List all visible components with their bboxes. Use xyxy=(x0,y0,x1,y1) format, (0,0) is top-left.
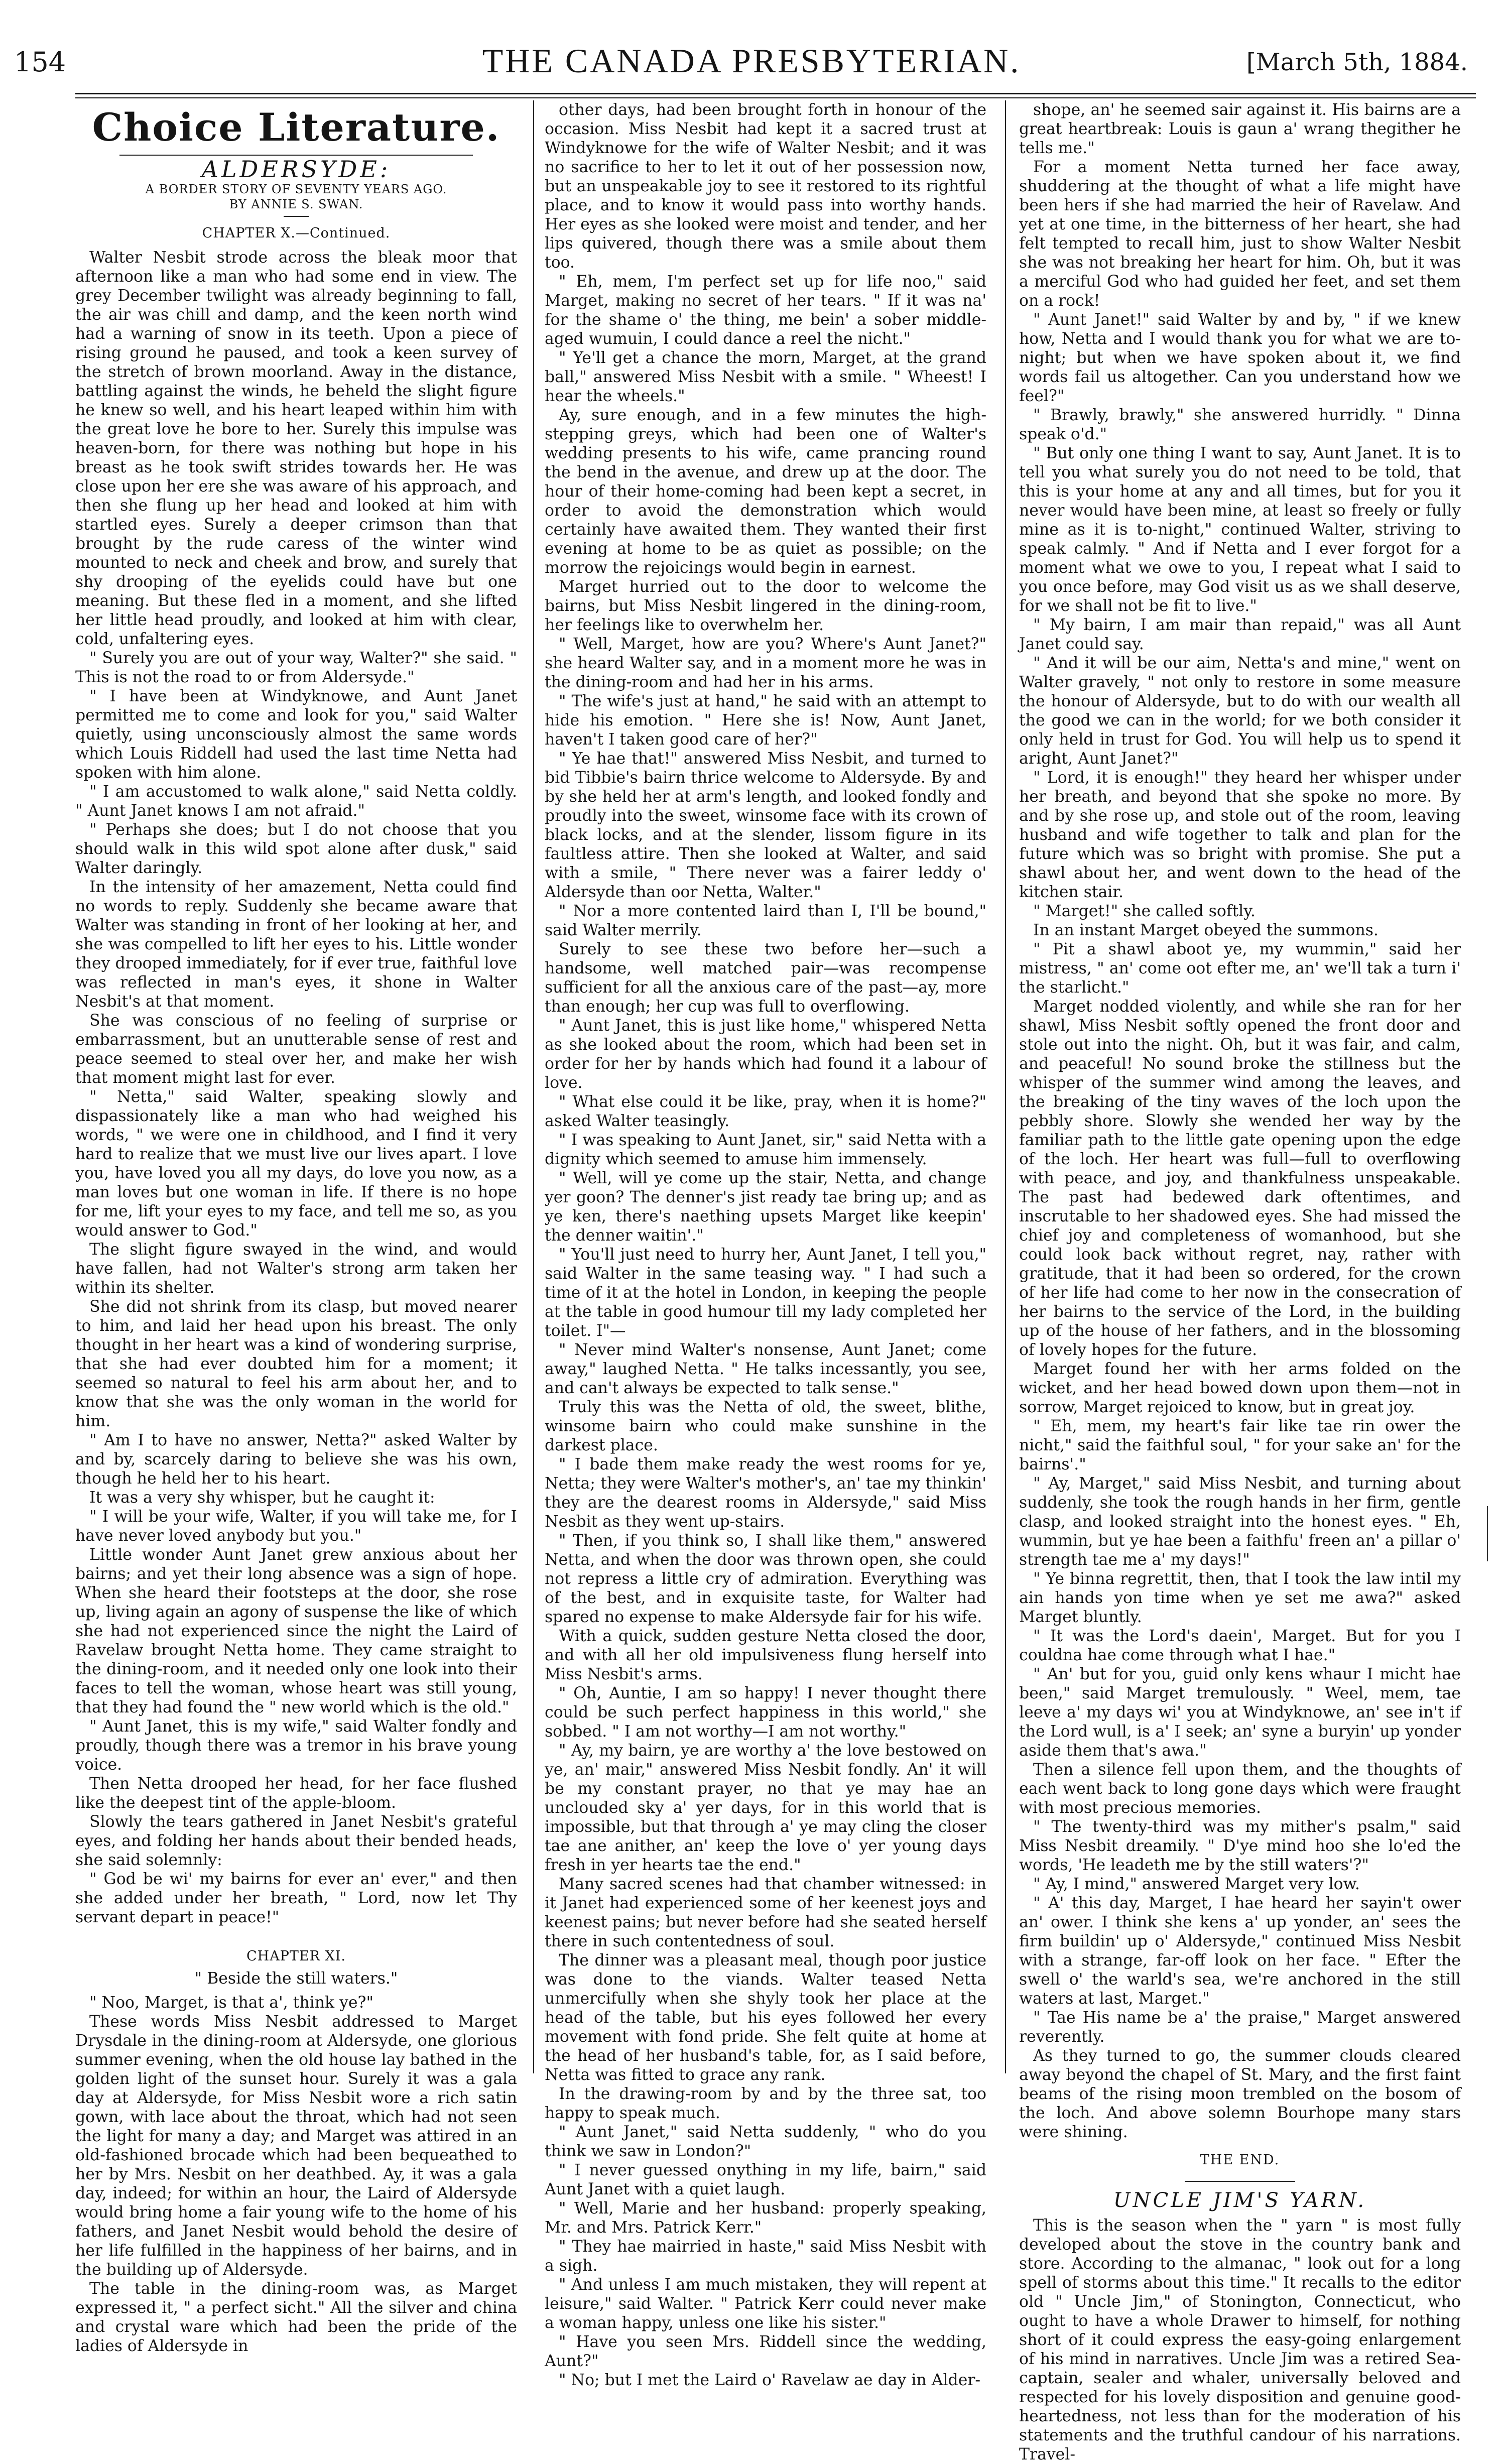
story2-text xyxy=(1019,2216,1461,2464)
paragraph: " Well, Marget, how are you? Where's Aunt Janet?" she heard Walter say, and in a moment more he was in the dining-room and had her in his arms. xyxy=(545,635,986,691)
paragraph: " I am accustomed to walk alone," said Netta coldly. " Aunt Janet knows I am not afraid." xyxy=(75,783,517,820)
paragraph: " Aunt Janet," said Netta suddenly, " who do you think we saw in London?" xyxy=(545,2123,986,2160)
story-title: ALDERSYDE: xyxy=(201,156,391,183)
paragraph: " The twenty-third was my mither's psalm," said Miss Nesbit dreamily. " D'ye mind hoo she lo'ed the words, 'He leadeth me by the still waters'?" xyxy=(1019,1818,1461,1874)
paragraph: " Noo, Marget, is that a', think ye?" xyxy=(89,1994,373,2012)
paragraph: As they turned to go, the summer clouds cleared away beyond the chapel of St. Mary, and the first faint beams of the rising moon trembled on the bosom of the loch. And above solemn Bourhope many stars were shining. xyxy=(1019,2047,1461,2141)
header-rule xyxy=(75,93,1476,98)
paragraph: " Ye hae that!" answered Miss Nesbit, and turned to bid Tibbie's bairn thrice welcome to Aldersyde. By and by she held her at arm's length, and looked fondly and proudly into the sweet, winsome face with its crown of black locks, and at the slender, lissom figure in its faultless attire. Then she looked at Walter, and said with a smile, " There never was a fairer leddy o' Aldersyde than oor Netta, Walter." xyxy=(545,750,986,901)
paragraph: In the intensity of her amazement, Netta could find no words to reply. Suddenly she became aware that Walter was standing in front of her looking at her, and she was compelled to lift her eyes to his. Little wonder they drooped immediately, for if ever true, faithful love was reflected in man's eyes, it shone in Walter Nesbit's at that moment. xyxy=(75,878,517,1011)
paragraph: " Well, Marie and her husband: properly speaking, Mr. and Mrs. Patrick Kerr." xyxy=(545,2199,986,2237)
paragraph: For a moment Netta turned her face away, shuddering at the thought of what a life might have been hers if she had married the heir of Ravelaw. And yet at one time, in the bitterness of her heart, she had felt tempted to recall him, just to show Walter Nesbit she was not breaking her heart for him. Oh, but it was a merciful God who had guided her feet, and set them on a rock! xyxy=(1019,158,1461,310)
paragraph: " They hae mairried in haste," said Miss Nesbit with a sigh. xyxy=(545,2238,986,2275)
paragraph: " I have been at Windyknowe, and Aunt Janet permitted me to come and look for you," said Walter quietly, using unconsciously almost the same words which Louis Riddell had used the last time Netta had spoken with him alone. xyxy=(75,687,517,782)
paragraph: " Brawly, brawly," she answered hurridly. " Dinna speak o'd." xyxy=(1019,406,1461,443)
paragraph: It was a very shy whisper, but he caught it: xyxy=(89,1489,435,1507)
paragraph: With a quick, sudden gesture Netta closed the door, and with all her old impulsiveness flung herself into Miss Nesbit's arms. xyxy=(545,1627,986,1683)
paragraph: Ay, sure enough, and in a few minutes the high-stepping greys, which had been one of Walter's wedding presents to his wife, came prancing round the bend in the avenue, and drew up at the door. The hour of their home-coming had been kept a secret, in order to avoid the demonstration which would certainly have awaited them. They wanted their first evening at home to be as quiet as possible; on the morrow the rejoicings would begin in earnest. xyxy=(545,406,986,577)
paragraph: " Aunt Janet!" said Walter by and by, " if we knew how, Netta and I would thank you for what we are to-night; but when we have spoken about it, we find words fail us altogether. Can you understand how we feel?" xyxy=(1019,311,1461,405)
paragraph: " And it will be our aim, Netta's and mine," went on Walter gravely, " not only to restore in some measure the honour of Aldersyde, but to do with our wealth all the good we can in the world; for we both consider it only held in trust for God. You will help us to spend it aright, Aunt Janet?" xyxy=(1019,654,1461,768)
paragraph: The dinner was a pleasant meal, though poor justice was done to the viands. Walter teased Netta unmercifully when she shyly took her place at the head of the table, but his eyes followed her every movement with fond pride. She felt quite at home at the head of her husband's table, for, as I said before, Netta was fitted to grace any rank. xyxy=(545,1951,986,2084)
paragraph: Then Netta drooped her head, for her face flushed like the deepest tint of the apple-bloom. xyxy=(75,1775,517,1812)
paragraph: " Am I to have no answer, Netta?" asked Walter by and by, scarcely daring to believe she was his own, though he held her to his heart. xyxy=(75,1431,517,1488)
paragraph: " No; but I met the Laird o' Ravelaw ae day in Alder- xyxy=(559,2371,981,2389)
paragraph: Marget nodded violently, and while she ran for her shawl, Miss Nesbit softly opened the front door and stole out into the night. Oh, but it was fair, and calm, and peaceful! No sound broke the stillness but the whisper of the summer wind among the leaves, and the breaking of the tiny waves of the loch upon the pebbly shore. Slowly she wended her way by the familiar path to the little gate opening upon the edge of the loch. Her heart was full—full to overflowing with peace, and joy, and thankfulness unspeakable. The past had bedewed dark oftentimes, and inscrutable to her shadowed eyes. She had missed the chief joy and completeness of womanhood, but she could look back without regret, nay, rather with gratitude, that it had been so ordered, for the crown of her life had come to her now in the consecration of her bairns to the service of the Lord, in the building up of the house of her fathers, and in the blossoming of lovely hopes for the future. xyxy=(1019,998,1461,1359)
column-2 xyxy=(545,100,986,2389)
section-heading: Choice Literature. xyxy=(92,105,500,150)
paragraph: " I will be your wife, Walter, if you will take me, for I have never loved anybody but you." xyxy=(75,1508,517,1545)
paragraph: shope, an' he seemed sair against it. His bairns are a great heartbreak: Louis is gaun a' wrang thegither he tells me." xyxy=(1019,101,1461,157)
paragraph: In an instant Marget obeyed the summons. xyxy=(1033,921,1379,939)
paragraph: " The wife's just at hand," he said with an attempt to hide his emotion. " Here she is! Now, Aunt Janet, haven't I taken good care of her?" xyxy=(545,692,986,749)
paragraph: " Perhaps she does; but I do not choose that you should walk in this wild spot alone after dusk," said Walter daringly. xyxy=(75,821,517,877)
paragraph: " Marget!" she called softly. xyxy=(1033,902,1256,920)
paragraph: " I bade them make ready the west rooms for ye, Netta; they were Walter's mother's, an' tae my thinkin' they are the dearest rooms in Aldersyde," said Miss Nesbit as they went up-stairs. xyxy=(545,1455,986,1531)
newspaper-title: THE CANADA PRESBYTERIAN. xyxy=(482,42,1021,80)
paragraph: " And unless I am much mistaken, they will repent at leisure," said Walter. " Patrick Kerr could never make a woman happy, unless one like his sister." xyxy=(545,2276,986,2332)
paragraph: Walter Nesbit strode across the bleak moor that afternoon like a man who had some end in view. The grey December twilight was already beginning to fall, the air was chill and damp, and the keen north wind had a warning of snow in its teeth. Upon a piece of rising ground he paused, and took a keen survey of the stretch of brown moorland. Away in the distance, battling against the winds, he beheld the slight figure he knew so well, and his heart leaped within him with the great love he bore to her. Surely this impulse was heaven-born, for there was nothing but hope in his breast as he took swift strides towards her. He was close upon her ere she was aware of his approach, and then she flung up her head and looked at him with startled eyes. Surely a deeper crimson than that brought by the rude caress of the winter wind mounted to neck and cheek and brow, and surely that shy drooping of the eyelids could have but one meaning. But these fled in a moment, and she lifted her little head proudly, and looked at him with clear, cold, unfaltering eyes. xyxy=(75,249,517,648)
paragraph: " I never guessed onything in my life, bairn," said Aunt Janet with a quiet laugh. xyxy=(545,2161,986,2198)
page-number: 154 xyxy=(14,46,66,78)
paragraph: " An' but for you, guid only kens whaur I micht hae been," said Marget tremulously. " Weel, mem, tae leeve a' my days wi' you at Windyknowe, an' see in't if the Lord wull, is a' I seek; an' syne a buryin' up yonder aside them that's awa." xyxy=(1019,1665,1461,1760)
paragraph: Slowly the tears gathered in Janet Nesbit's grateful eyes, and folding her hands about their bended heads, she said solemnly: xyxy=(75,1813,517,1869)
paragraph: Marget hurried out to the door to welcome the bairns, but Miss Nesbit lingered in the dining-room, her feelings like to overwhelm her. xyxy=(545,578,986,634)
paragraph: " God be wi' my bairns for ever an' ever," and then she added under her breath, " Lord, now let Thy servant depart in peace!" xyxy=(75,1870,517,1926)
paragraph: " Well, will ye come up the stair, Netta, and change yer goon? The denner's jist ready tae bring up; and as ye ken, there's naething upsets Marget like keepin' the denner waitin'." xyxy=(545,1169,986,1245)
paragraph: " Netta," said Walter, speaking slowly and dispassionately like a man who had weighed his words, " we were one in childhood, and I find it very hard to realize that we must live our lives apart. I love you, have loved you all my days, do love you now, as a man loves but one woman in life. If there is no hope for me, lift your eyes to my face, and tell me so, as you would answer to God." xyxy=(75,1088,517,1240)
paragraph: She did not shrink from its clasp, but moved nearer to him, and laid her head upon his breast. The only thought in her heart was a kind of wondering surprise, that she had ever doubted him for a moment; it seemed so natural to feel his arm about her, and to know that she was the only woman in the world for him. xyxy=(75,1298,517,1430)
paragraph: Truly this was the Netta of old, the sweet, blithe, winsome bairn who could make sunshine in the darkest place. xyxy=(545,1398,986,1454)
column-1 xyxy=(75,100,517,2355)
paragraph: " Pit a shawl aboot ye, my wummin," said her mistress, " an' come oot efter me, an' we'll tak a turn i' the starlicht." xyxy=(1019,940,1461,997)
issue-date: [March 5th, 1884. xyxy=(1246,48,1468,76)
column-3 xyxy=(1019,100,1461,2463)
page-columns xyxy=(75,100,1476,2463)
paragraph: " It was the Lord's daein', Marget. But for you I couldna hae come through what I hae." xyxy=(1019,1627,1461,1664)
paragraph: " Then, if you think so, I shall like them," answered Netta, and when the door was thrown open, she could not repress a little cry of admiration. Everything was of the best, and in exquisite taste, for Walter had spared no expense to make Aldersyde fair for his wife. xyxy=(545,1532,986,1626)
end-marker: THE END. xyxy=(1200,2152,1280,2168)
ink-mark xyxy=(1487,1506,1488,1561)
story2-title: UNCLE JIM'S YARN. xyxy=(1113,2189,1367,2212)
column-divider xyxy=(1005,100,1006,2073)
paragraph: These words Miss Nesbit addressed to Marget Drysdale in the dining-room at Aldersyde, one glorious summer evening, when the old house lay bathed in the golden light of the sunset hour. Surely it was a gala day at Aldersyde, for Miss Nesbit wore a rich satin gown, with lace about the throat, which had not seen the light for many a day; and Marget was attired in an old-fashioned brocade which had been bequeathed to her by Mrs. Nesbit on her deathbed. Ay, it was a gala day, indeed; for within an hour, the Laird of Aldersyde would bring home a fair young wife to the home of his fathers, and Janet Nesbit would behold the desire of her life fulfilled in the happiness of her bairns, and in the building up of Aldersyde. xyxy=(75,2013,517,2279)
paragraph: " Nor a more contented laird than I, I'll be bound," said Walter merrily. xyxy=(545,902,986,939)
chapter-heading: CHAPTER X.—Continued. xyxy=(202,225,391,241)
paragraph: The table in the dining-room was, as Marget expressed it, " a perfect sicht." All the silver and china and crystal ware which had been the pride of the ladies of Aldersyde in xyxy=(75,2280,517,2355)
paragraph: " Aunt Janet, this is just like home," whispered Netta as she looked about the room, which had been set in order for her by hands which had found it a labour of love. xyxy=(545,1017,986,1092)
paragraph: Marget found her with her arms folded on the wicket, and her head bowed down upon them—not in sorrow, Marget rejoiced to know, but in great joy. xyxy=(1019,1360,1461,1416)
paragraph: " A' this day, Marget, I hae heard her sayin't ower an' ower. I think she kens a' up yonder, an' sees the firm buildin' up o' Aldersyde," continued Miss Nesbit with a strange, far-off look on her face. " Efter the swell o' the warld's sea, we're anchored in the still waters at last, Marget." xyxy=(1019,1894,1461,2008)
column-1-text-continued xyxy=(75,1993,517,2356)
paragraph: " Ay, I mind," answered Marget very low. xyxy=(1033,1875,1360,1893)
paragraph: " My bairn, I am mair than repaid," was all Aunt Janet could say. xyxy=(1019,616,1461,653)
paragraph: Many sacred scenes had that chamber witnessed: in it Janet had experienced some of her keenest joys and keenest pains; but never before had she seated herself there in such contentedness of soul. xyxy=(545,1875,986,1950)
paragraph: " Ye binna regrettit, then, that I took the law intil my ain hands yon time when ye set me awa?" asked Marget bluntly. xyxy=(1019,1570,1461,1626)
story-author: BY ANNIE S. SWAN. xyxy=(229,197,363,211)
column-divider xyxy=(533,100,534,2073)
paragraph: " Aunt Janet, this is my wife," said Walter fondly and proudly, though there was a tremor in his brave young voice. xyxy=(75,1717,517,1774)
end-rule xyxy=(1185,2181,1295,2182)
short-rule xyxy=(284,216,309,217)
paragraph: " But only one thing I want to say, Aunt Janet. It is to tell you what surely you do not need to be told, that this is your home at any and all times, but for you it never would have been mine, at least so freely or fully mine as it is to-night," continued Walter, striving to speak calmly. " And if Netta and I ever forgot for a moment what we owe to you, I repeat what I said to you once before, may God visit us as we shall deserve, for we shall not be fit to live." xyxy=(1019,444,1461,615)
paragraph: " Never mind Walter's nonsense, Aunt Janet; come away," laughed Netta. " He talks incessantly, you see, and can't always be expected to talk sense." xyxy=(545,1341,986,1397)
masthead xyxy=(0,35,1503,90)
paragraph: " I was speaking to Aunt Janet, sir," said Netta with a dignity which seemed to amuse him immensely. xyxy=(545,1131,986,1168)
paragraph: " Eh, mem, I'm perfect set up for life noo," said Marget, making no secret of her tears. " If it was na' for the shame o' the thing, me bein' a sober middle-aged wumuin, I could dance a reel the nicht." xyxy=(545,273,986,348)
paragraph: Little wonder Aunt Janet grew anxious about her bairns; and yet their long absence was a sign of hope. When she heard their footsteps at the door, she rose up, living again an agony of suspense the like of which she had not experienced since the night the Laird of Ravelaw brought Netta home. They came straight to the dining-room, and it needed only one look into their faces to tell the woman, whose heart was still young, that they had found the " new world which is the old." xyxy=(75,1546,517,1716)
paragraph: " Surely you are out of your way, Walter?" she said. " This is not the road to or from Aldersyde." xyxy=(75,649,517,686)
paragraph: This is the season when the " yarn " is most fully developed about the stove in the country bank and store. According to the almanac, " look out for a long spell of storms about this time." It recalls to the editor old " Uncle Jim," of Stonington, Connecticut, who ought to have a whole Drawer to himself, for nothing short of it could express the easy-going enlargement of his mind in narratives. Uncle Jim was a retired Sea-captain, sealer and whaler, universally beloved and respected for his lovely disposition and genuine good-heartedness, not less than for the moderation of his statements and the truthful candour of his narrations. Travel- xyxy=(1019,2216,1461,2463)
column-1-text xyxy=(75,248,517,1927)
paragraph: " You'll just need to hurry her, Aunt Janet, I tell you," said Walter in the same teasing way. " I had such a time of it at the hotel in London, in keeping the people at the table in good humour till my lady completed her toilet. I"— xyxy=(545,1246,986,1340)
paragraph: " Oh, Auntie, I am so happy! I never thought there could be such perfect happiness in this world," she sobbed. " I am not worthy—I am not worthy." xyxy=(545,1684,986,1741)
paragraph: " What else could it be like, pray, when it is home?" asked Walter teasingly. xyxy=(545,1093,986,1130)
story-subtitle: A BORDER STORY OF SEVENTY YEARS AGO. xyxy=(145,182,447,196)
paragraph: " Ye'll get a chance the morn, Marget, at the grand ball," answered Miss Nesbit with a smile. " Wheest! I hear the wheels." xyxy=(545,349,986,405)
chapter-heading: CHAPTER XI. xyxy=(246,1948,346,1964)
paragraph: " Lord, it is enough!" they heard her whisper under her breath, and beyond that she spoke no more. By and by she rose up, and stole out of the room, leaving husband and wife together to talk and plan for the future which was so bright with promise. She put a shawl about her, and went down to the head of the kitchen stair. xyxy=(1019,769,1461,901)
paragraph: She was conscious of no feeling of surprise or embarrassment, but an unutterable sense of rest and peace seemed to steal over her, and make her wish that moment might last for ever. xyxy=(75,1012,517,1087)
paragraph: " Ay, Marget," said Miss Nesbit, and turning about suddenly, she took the rough hands in her firm, gentle clasp, and looked straight into the honest eyes. " Eh, wummin, but ye hae been a faithfu' freen an' a pillar o' strength tae me a' my days!" xyxy=(1019,1474,1461,1569)
column-2-text xyxy=(545,100,986,2390)
paragraph: In the drawing-room by and by the three sat, too happy to speak much. xyxy=(545,2085,986,2122)
paragraph: " Ay, my bairn, ye are worthy a' the love bestowed on ye, an' mair," answered Miss Nesbit fondly. An' it will be my constant prayer, no that ye may hae an unclouded sky a' yer days, for in this world that is impossible, but that through a' ye may cling the closer tae ane anither, an' keep the love o' yer young days fresh in yer hearts tae the end." xyxy=(545,1742,986,1874)
paragraph: The slight figure swayed in the wind, and would have fallen, had not Walter's strong arm taken her within its shelter. xyxy=(75,1241,517,1297)
paragraph: other days, had been brought forth in honour of the occasion. Miss Nesbit had kept it a sacred trust at Windyknowe for the wife of Walter Nesbit; and it was no sacrifice to her to let it out of her possession now, but an unspeakable joy to see it restored to its rightful place, and to know it would pass into worthy hands. Her eyes as she looked were moist and tender, and her lips quivered, though there was a smile about them too. xyxy=(545,101,986,272)
paragraph: " Have you seen Mrs. Riddell since the wedding, Aunt?" xyxy=(545,2333,986,2370)
paragraph: Then a silence fell upon them, and the thoughts of each went back to long gone days which were fraught with most precious memories. xyxy=(1019,1761,1461,1817)
column-3-text xyxy=(1019,100,1461,2142)
paragraph: Surely to see these two before her—such a handsome, well matched pair—was recompense sufficient for all the anxious care of the past—ay, more than enough; her cup was full to overflowing. xyxy=(545,940,986,1016)
chapter-motto: " Beside the still waters." xyxy=(194,1969,398,1988)
paragraph: " Tae His name be a' the praise," Marget answered reverently. xyxy=(1019,2009,1461,2046)
paragraph: " Eh, mem, my heart's fair like tae rin ower the nicht," said the faithful soul, " for your sake an' for the bairns'." xyxy=(1019,1417,1461,1473)
